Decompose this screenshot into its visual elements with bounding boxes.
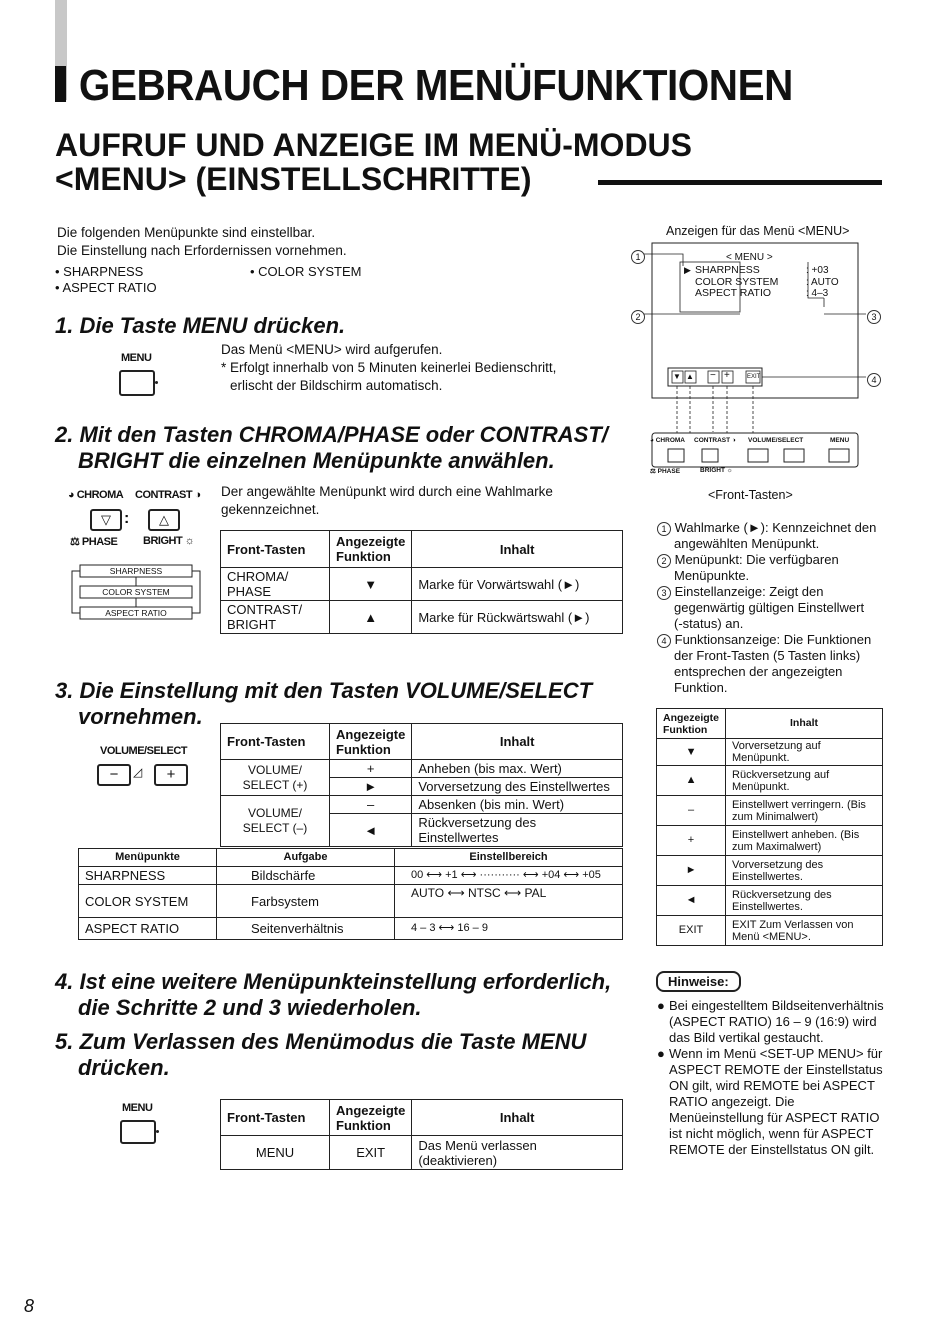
step2-line: gekennzeichnet. bbox=[221, 502, 320, 517]
cell: Vorversetzung auf Menüpunkt. bbox=[726, 739, 883, 766]
cycle-item-aspect-ratio: ASPECT RATIO bbox=[105, 608, 167, 618]
page-title: GEBRAUCH DER MENÜFUNKTIONEN bbox=[55, 62, 793, 110]
legend-line: Menüpunkte. bbox=[674, 568, 750, 583]
bullet-aspect-ratio: • ASPECT RATIO bbox=[55, 280, 157, 295]
chroma-label: ◕ CHROMA bbox=[68, 489, 124, 501]
table-row bbox=[79, 867, 623, 885]
colon-separator: : bbox=[124, 510, 130, 527]
cell: Vorversetzung des Einstellwertes bbox=[412, 778, 623, 796]
callout-3: 3 bbox=[867, 307, 881, 325]
volume-select-label: VOLUME/SELECT bbox=[100, 745, 188, 757]
notes bbox=[657, 998, 892, 1158]
cell: ASPECT RATIO bbox=[79, 918, 217, 940]
legend-line: Funktion. bbox=[674, 680, 728, 695]
th-front: Front-Tasten bbox=[221, 531, 330, 568]
front-bright-label: BRIGHT ☼ bbox=[700, 467, 733, 474]
table-row bbox=[221, 796, 623, 814]
diagram-values bbox=[806, 265, 839, 300]
cell: Rückversetzung des Einstellwertes. bbox=[726, 886, 883, 916]
menu-button-2[interactable] bbox=[120, 1120, 156, 1144]
section-title bbox=[55, 128, 692, 196]
cell: CONTRAST/ BRIGHT bbox=[221, 601, 330, 634]
front-chroma-label: ◕ CHROMA bbox=[650, 437, 685, 444]
diagram-value: : +03 bbox=[806, 265, 829, 276]
table-row bbox=[221, 1136, 623, 1170]
cell: ▼ bbox=[330, 568, 412, 601]
table-row bbox=[657, 856, 883, 886]
table-row bbox=[79, 918, 623, 940]
minus-icon: − bbox=[710, 370, 716, 381]
th-content: Inhalt bbox=[726, 709, 883, 739]
cell: EXIT bbox=[330, 1136, 412, 1170]
volume-triangle-icon: ◿ bbox=[133, 765, 143, 779]
exit-icon: EXIT bbox=[747, 374, 761, 380]
cell: VOLUME/ SELECT (–) bbox=[221, 796, 330, 847]
step5-table bbox=[220, 1099, 623, 1170]
down-arrow-icon: ▼ bbox=[673, 372, 681, 381]
selection-marker-icon: ▶ bbox=[684, 265, 691, 275]
diagram-item: COLOR SYSTEM bbox=[695, 275, 779, 288]
table-row bbox=[657, 796, 883, 826]
diagram-item: ASPECT RATIO bbox=[695, 287, 772, 299]
front-caption: <Front-Tasten> bbox=[708, 488, 793, 502]
th-func: Angezeigte Funktion bbox=[330, 531, 412, 568]
table-row bbox=[79, 885, 623, 918]
phase-label: ⚖ PHASE bbox=[70, 536, 118, 548]
cell: 00 ⟷ +1 ⟷ ··········· ⟷ +04 ⟷ +05 bbox=[395, 867, 623, 885]
volume-plus-button[interactable]: + bbox=[154, 764, 188, 786]
cell: VOLUME/ SELECT (+) bbox=[221, 760, 330, 796]
th-func: Angezeigte Funktion bbox=[657, 709, 726, 739]
legend-item: 1 Wahlmarke (►): Kennzeichnet den bbox=[657, 520, 892, 536]
plus-icon: + bbox=[724, 370, 730, 381]
legend-item: 2 Menüpunkt: Die verfügbaren bbox=[657, 552, 892, 568]
front-contrast-label: CONTRAST ◑ bbox=[694, 437, 736, 444]
legend-item: 3 Einstellanzeige: Zeigt den bbox=[657, 584, 892, 600]
cell: Das Menü verlassen (deaktivieren) bbox=[412, 1136, 623, 1170]
contrast-bright-button[interactable]: △ bbox=[148, 509, 180, 531]
section-title-line1: AUFRUF UND ANZEIGE IM MENÜ-MODUS bbox=[55, 127, 692, 163]
note-item: ● Bei eingestelltem Bildseitenverhältnis (ASPECT RATIO) 16 – 9 (16:9) wird das Bild vertikal gestaucht. bbox=[657, 998, 884, 1045]
step4-heading-line: die Schritte 2 und 3 wiederholen. bbox=[78, 995, 422, 1020]
step3-heading-line: 3. Die Einstellung mit den Tasten VOLUME/SELECT bbox=[55, 678, 593, 703]
front-menu-label: MENU bbox=[830, 437, 850, 444]
cell: 4 – 3 ⟷ 16 – 9 bbox=[395, 918, 623, 940]
bullet-color-system: • COLOR SYSTEM bbox=[250, 264, 362, 279]
cell: Rückversetzung des Einstellwertes bbox=[412, 814, 623, 847]
intro-text bbox=[57, 224, 347, 260]
page-number: 8 bbox=[24, 1296, 35, 1316]
cell: Absenken (bis min. Wert) bbox=[412, 796, 623, 814]
front-phase-label: ⚖ PHASE bbox=[650, 468, 681, 475]
menu-button-label: MENU bbox=[121, 352, 152, 364]
cell: COLOR SYSTEM bbox=[79, 885, 217, 918]
table-row bbox=[221, 601, 623, 634]
callout-2: 2 bbox=[631, 307, 645, 325]
cell: Bildschärfe bbox=[217, 867, 395, 885]
cell: Rückversetzung auf Menüpunkt. bbox=[726, 766, 883, 796]
cell: ► bbox=[330, 778, 412, 796]
step2-heading-line: BRIGHT die einzelnen Menüpunkte anwählen. bbox=[78, 448, 555, 473]
cell: Einstellwert anheben. (Bis zum Maximalwert) bbox=[726, 826, 883, 856]
step1-heading: 1. Die Taste MENU drücken. bbox=[55, 313, 346, 338]
cell: ▼ bbox=[657, 739, 726, 766]
diagram-caption: Anzeigen für das Menü <MENU> bbox=[666, 224, 850, 238]
th-content: Inhalt bbox=[412, 724, 623, 760]
notes-badge: Hinweise: bbox=[656, 971, 741, 992]
step2-heading bbox=[55, 422, 608, 474]
table-row bbox=[657, 886, 883, 916]
cell: + bbox=[330, 760, 412, 778]
step3-heading-line: vornehmen. bbox=[78, 704, 203, 729]
note-item: ● Wenn im Menü <SET-UP MENU> für ASPECT REMOTE der Einstellstatus ON gilt, wird REMOTE bei ASPECT RATIO angezeigt. Die Menüeinstellung für ASPECT RATIO ist nicht möglich, wenn für ASPECT REMOTE der Einstellstatus ON gilt. bbox=[657, 1046, 883, 1157]
th-content: Inhalt bbox=[412, 1100, 623, 1136]
bright-label: BRIGHT ☼ bbox=[143, 535, 195, 547]
cell: ▲ bbox=[330, 601, 412, 634]
cell: – bbox=[330, 796, 412, 814]
intro-line: Die folgenden Menüpunkte sind einstellbar. bbox=[57, 225, 316, 240]
table-row bbox=[221, 760, 623, 778]
legend-line: der Front-Tasten (5 Tasten links) bbox=[674, 648, 861, 663]
step4-heading bbox=[55, 969, 611, 1021]
step5-heading-line: drücken. bbox=[78, 1055, 170, 1080]
th-func: Angezeigte Funktion bbox=[330, 1100, 412, 1136]
cell: ► bbox=[657, 856, 726, 886]
th-front: Front-Tasten bbox=[221, 1100, 330, 1136]
cell: Marke für Vorwärtswahl (►) bbox=[412, 568, 623, 601]
step2-text bbox=[221, 483, 553, 519]
cell: SHARPNESS bbox=[79, 867, 217, 885]
menu-title: < MENU > bbox=[726, 252, 773, 263]
range-table bbox=[78, 848, 623, 940]
th-task: Aufgabe bbox=[217, 849, 395, 867]
cell: EXIT Zum Verlassen von Menü <MENU>. bbox=[726, 916, 883, 946]
chroma-phase-button[interactable]: ▽ bbox=[90, 509, 122, 531]
indicator-dot bbox=[156, 1130, 159, 1133]
cell: – bbox=[657, 796, 726, 826]
cell: Marke für Rückwärtswahl (►) bbox=[412, 601, 623, 634]
diagram-value: : AUTO bbox=[806, 276, 839, 288]
function-table bbox=[656, 708, 883, 946]
legend-line: gegenwärtig gültigen Einstellwert bbox=[674, 600, 865, 615]
legend-item: 4 Funktionsanzeige: Die Funktionen bbox=[657, 632, 892, 648]
menu-button-label-2: MENU bbox=[122, 1102, 153, 1114]
volume-minus-button[interactable]: − bbox=[97, 764, 131, 786]
legend-line: (-status) an. bbox=[674, 616, 744, 631]
step1-line: erlischt der Bildschirm automatisch. bbox=[230, 378, 443, 393]
cell: MENU bbox=[221, 1136, 330, 1170]
step2-table bbox=[220, 530, 623, 634]
bullet-sharpness: • SHARPNESS bbox=[55, 264, 144, 279]
step3-table bbox=[220, 723, 623, 847]
title-rule bbox=[598, 180, 882, 185]
cell: Einstellwert verringern. (Bis zum Minimalwert) bbox=[726, 796, 883, 826]
cell: Farbsystem bbox=[217, 885, 395, 918]
cell: Seitenverhältnis bbox=[217, 918, 395, 940]
cell: + bbox=[657, 826, 726, 856]
front-volume-label: VOLUME/SELECT bbox=[748, 437, 804, 444]
indicator-dot bbox=[155, 381, 158, 384]
th-range: Einstellbereich bbox=[395, 849, 623, 867]
menu-button[interactable] bbox=[119, 370, 155, 396]
contrast-label: CONTRAST ◑ bbox=[135, 489, 201, 501]
table-row bbox=[657, 826, 883, 856]
legend bbox=[657, 520, 892, 696]
step2-heading-line: 2. Mit den Tasten CHROMA/PHASE oder CONTRAST/ bbox=[55, 422, 608, 447]
table-row bbox=[657, 766, 883, 796]
cell: Vorversetzung des Einstellwertes. bbox=[726, 856, 883, 886]
cell: CHROMA/ PHASE bbox=[221, 568, 330, 601]
diagram-value: : 4–3 bbox=[806, 288, 829, 299]
cell: EXIT bbox=[657, 916, 726, 946]
th-func: Angezeigte Funktion bbox=[330, 724, 412, 760]
legend-line: angewählten Menüpunkt. bbox=[674, 536, 820, 551]
cycle-item-color-system: COLOR SYSTEM bbox=[102, 587, 170, 597]
step1-line: Das Menü <MENU> wird aufgerufen. bbox=[221, 342, 443, 357]
th-menu-items: Menüpunkte bbox=[79, 849, 217, 867]
cell: Anheben (bis max. Wert) bbox=[412, 760, 623, 778]
step2-line: Der angewählte Menüpunkt wird durch eine Wahlmarke bbox=[221, 484, 553, 499]
cycle-item-sharpness: SHARPNESS bbox=[109, 566, 163, 576]
callout-4: 4 bbox=[867, 370, 881, 388]
up-arrow-icon: ▲ bbox=[686, 372, 694, 381]
cell: AUTO ⟷ NTSC ⟷ PAL bbox=[395, 885, 623, 918]
callout-1: 1 bbox=[631, 247, 645, 265]
cell: ◄ bbox=[657, 886, 726, 916]
step1-text bbox=[221, 341, 556, 395]
intro-line: Die Einstellung nach Erfordernissen vornehmen. bbox=[57, 243, 347, 258]
table-row bbox=[657, 739, 883, 766]
step4-heading-line: 4. Ist eine weitere Menüpunkteinstellung erforderlich, bbox=[55, 969, 612, 994]
th-front: Front-Tasten bbox=[221, 724, 330, 760]
step5-heading-line: 5. Zum Verlassen des Menümodus die Taste MENU bbox=[55, 1029, 587, 1054]
th-content: Inhalt bbox=[412, 531, 623, 568]
diagram-menu-items bbox=[695, 265, 778, 300]
diagram-item: SHARPNESS bbox=[695, 264, 760, 276]
cell: ◄ bbox=[330, 814, 412, 847]
step5-heading bbox=[55, 1029, 586, 1081]
step1-line: * Erfolgt innerhalb von 5 Minuten keinerlei Bedienschritt, bbox=[221, 360, 557, 375]
legend-line: entsprechen der angezeigten bbox=[674, 664, 843, 679]
section-title-line2: <MENU> (EINSTELLSCHRITTE) bbox=[55, 161, 532, 197]
cell: ▲ bbox=[657, 766, 726, 796]
table-row bbox=[657, 916, 883, 946]
table-row bbox=[221, 568, 623, 601]
